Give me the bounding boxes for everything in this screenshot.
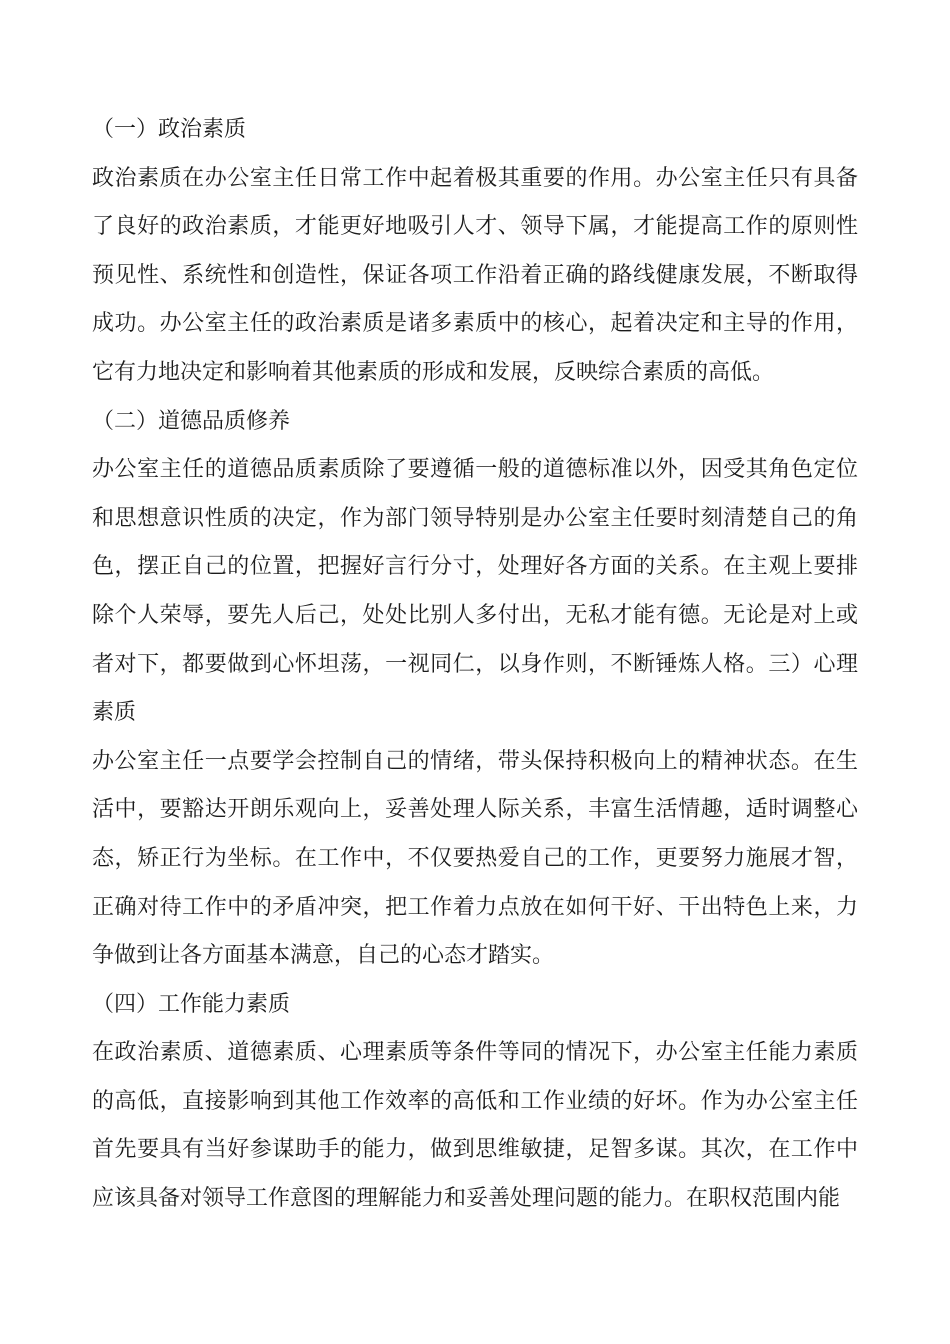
section-heading-political: （一）政治素质 xyxy=(92,117,247,142)
section-heading-ability: （四）工作能力素质 xyxy=(92,991,291,1017)
paragraph-political: 政治素质在办公室主任日常工作中起着极其重要的作用。办公室主任只有具备了良好的政治素质，才能更好地吸引人才、领导下属，才能提高工作的原则性预见性、系统性和创造性，保证各项工作沿着正确的路线健康发展，不断取得成功。办公室主任的政治素质是诸多素质中的核心，起着决定和主导的作用，它有力地决定和影响着其他素质的形成和发展，反映综合素质的高低。 xyxy=(92,165,858,385)
document-body xyxy=(92,106,858,1224)
paragraph-psychological: 办公室主任一点要学会控制自己的情绪，带头保持积极向上的精神状态。在生活中，要豁达开朗乐观向上，妥善处理人际关系，丰富生活情趣，适时调整心态，矫正行为坐标。在工作中，不仅要热爱自己的工作，更要努力施展才智，正确对待工作中的矛盾冲突，把工作着力点放在如何干好、干出特色上来，力争做到让各方面基本满意，自己的心态才踏实。 xyxy=(92,748,858,969)
section-heading-moral: （二）道德品质修养 xyxy=(92,408,291,434)
paragraph-ability: 在政治素质、道德素质、心理素质等条件等同的情况下，办公室主任能力素质的高低，直接影响到其他工作效率的高低和工作业绩的好坏。作为办公室主任首先要具有当好参谋助手的能力，做到思维敏捷，足智多谋。其次，在工作中应该具备对领导工作意图的理解能力和妥善处理问题的能力。在职权范围内能 xyxy=(92,1040,858,1212)
paragraph-moral: 办公室主任的道德品质素质除了要遵循一般的道德标准以外，因受其角色定位和思想意识性质的决定，作为部门领导特别是办公室主任要时刻清楚自己的角色，摆正自己的位置，把握好言行分寸，处理好各方面的关系。在主观上要排除个人荣辱，要先人后己，处处比别人多付出，无私才能有德。无论是对上或者对下，都要做到心怀坦荡，一视同仁，以身作则，不断锤炼人格。三）心理素质 xyxy=(92,457,858,726)
